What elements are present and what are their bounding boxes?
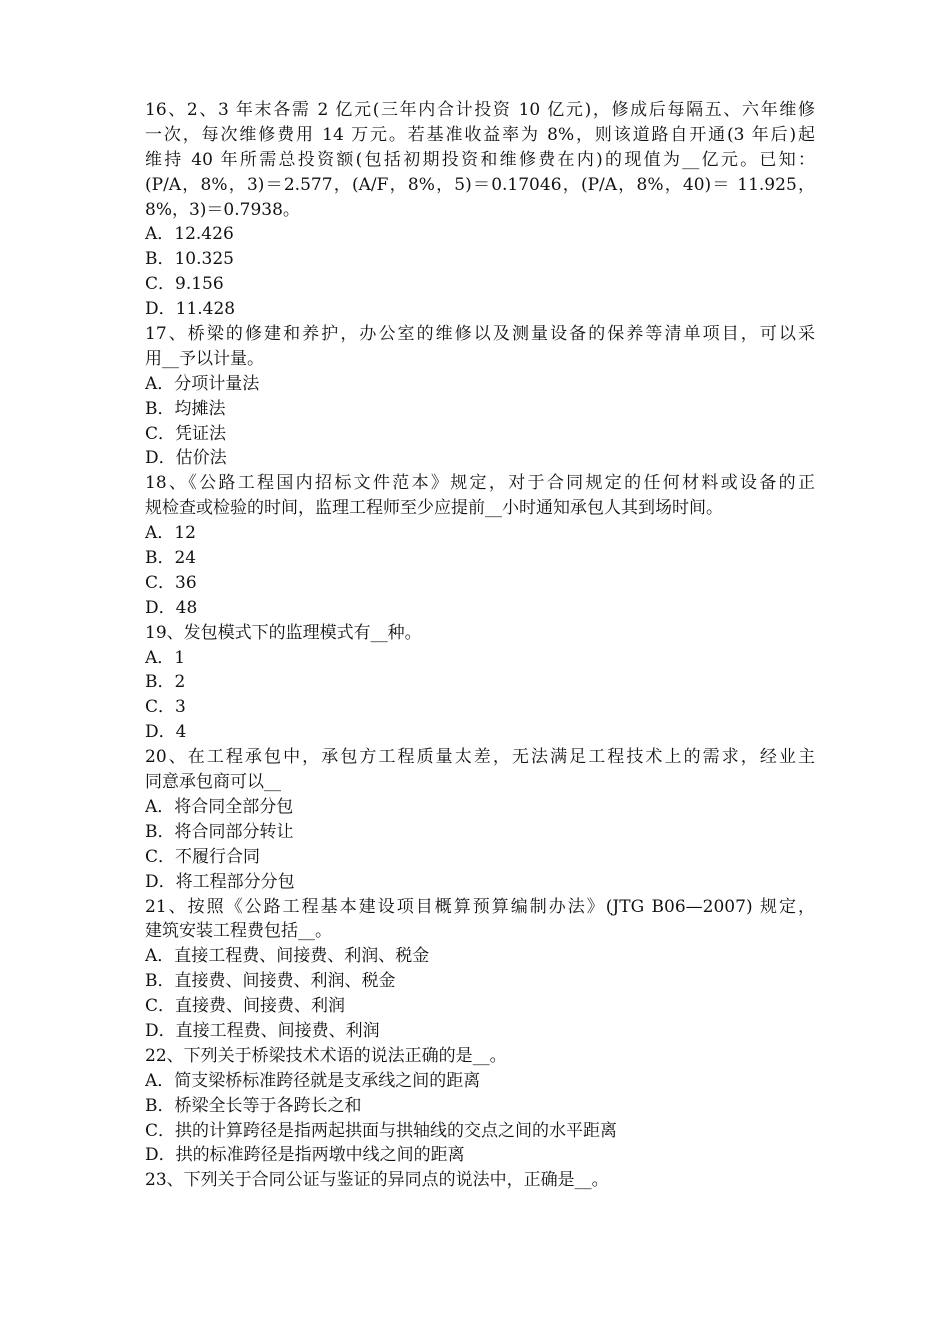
answer-option: D．估价法 (145, 448, 227, 469)
question-stem-continued: 规检查或检验的时间，监理工程师至少应提前__小时通知承包人其到场时间。 (145, 498, 723, 519)
question-list (145, 98, 815, 1193)
question-stem: 21、按照《公路工程基本建设项目概算预算编制办法》(JTG B06—2007) 规定， (145, 896, 815, 917)
question-stem-continued: 8%，3)＝0.7938。 (145, 199, 300, 220)
answer-option: C．直接费、间接费、利润 (145, 996, 346, 1017)
question-block (145, 1044, 815, 1168)
answer-option: A．将合同全部分包 (145, 796, 294, 817)
question-block (145, 322, 815, 471)
question-stem-continued: 一次，每次维修费用 14 万元。若基准收益率为 8%，则该道路自开通(3 年后)起 (145, 124, 815, 145)
question-stem-continued: 同意承包商可以__ (145, 772, 281, 793)
question-stem: 22、下列关于桥梁技术术语的说法正确的是__。 (145, 1045, 507, 1066)
question-stem: 20、在工程承包中，承包方工程质量太差，无法满足工程技术上的需求，经业主 (145, 747, 815, 768)
answer-option: D．拱的标准跨径是指两墩中线之间的距离 (145, 1145, 465, 1166)
answer-option: D．直接工程费、间接费、利润 (145, 1020, 380, 1041)
answer-option: A．1 (145, 647, 186, 668)
question-block (145, 98, 815, 322)
question-stem: 18、《公路工程国内招标文件范本》规定，对于合同规定的任何材料或设备的正 (145, 473, 815, 494)
answer-option: B．将合同部分转让 (145, 821, 294, 842)
question-block (145, 621, 815, 745)
question-block (145, 471, 815, 620)
answer-option: A．12 (145, 523, 196, 544)
question-stem: 16、2、3 年末各需 2 亿元(三年内合计投资 10 亿元)，修成后每隔五、六年维修 (145, 100, 815, 120)
answer-option: B．桥梁全长等于各跨长之和 (145, 1095, 362, 1116)
question-stem: 19、发包模式下的监理模式有__种。 (145, 622, 422, 643)
answer-option: B．2 (145, 672, 186, 693)
answer-option: D．将工程部分分包 (145, 871, 295, 892)
question-block (145, 895, 815, 1044)
question-stem-continued: 建筑安装工程费包括__。 (145, 921, 332, 942)
answer-option: D．48 (145, 597, 198, 618)
answer-option: C．凭证法 (145, 423, 227, 444)
answer-option: C．36 (145, 572, 197, 593)
question-block (145, 745, 815, 894)
answer-option: A．简支梁桥标准跨径就是支承线之间的距离 (145, 1070, 481, 1091)
answer-option: B．10.325 (145, 249, 234, 270)
answer-option: C．9.156 (145, 274, 224, 295)
answer-option: A．12.426 (145, 224, 234, 245)
question-stem: 23、下列关于合同公证与鉴证的异同点的说法中，正确是__。 (145, 1170, 609, 1191)
question-block (145, 1168, 815, 1193)
answer-option: C．不履行合同 (145, 846, 261, 867)
answer-option: B．均摊法 (145, 398, 226, 419)
question-stem-continued: 用__予以计量。 (145, 348, 264, 369)
question-stem-continued: 维持 40 年所需总投资额(包括初期投资和维修费在内)的现值为__亿元。已知： (145, 149, 815, 170)
answer-option: D．4 (145, 722, 187, 743)
answer-option: C．拱的计算跨径是指两起拱面与拱轴线的交点之间的水平距离 (145, 1120, 618, 1141)
answer-option: B．直接费、间接费、利润、税金 (145, 971, 396, 992)
answer-option: A．直接工程费、间接费、利润、税金 (145, 946, 430, 967)
answer-option: B．24 (145, 548, 197, 569)
answer-option: D．11.428 (145, 299, 236, 320)
question-stem: 17、桥梁的修建和养护，办公室的维修以及测量设备的保养等清单项目，可以采 (145, 324, 815, 345)
answer-option: A．分项计量法 (145, 373, 260, 394)
question-stem-continued: (P/A，8%，3)＝2.577，(A/F，8%，5)＝0.17046，(P/A，8%，40)＝ 11.925， (145, 174, 815, 195)
answer-option: C．3 (145, 697, 186, 718)
